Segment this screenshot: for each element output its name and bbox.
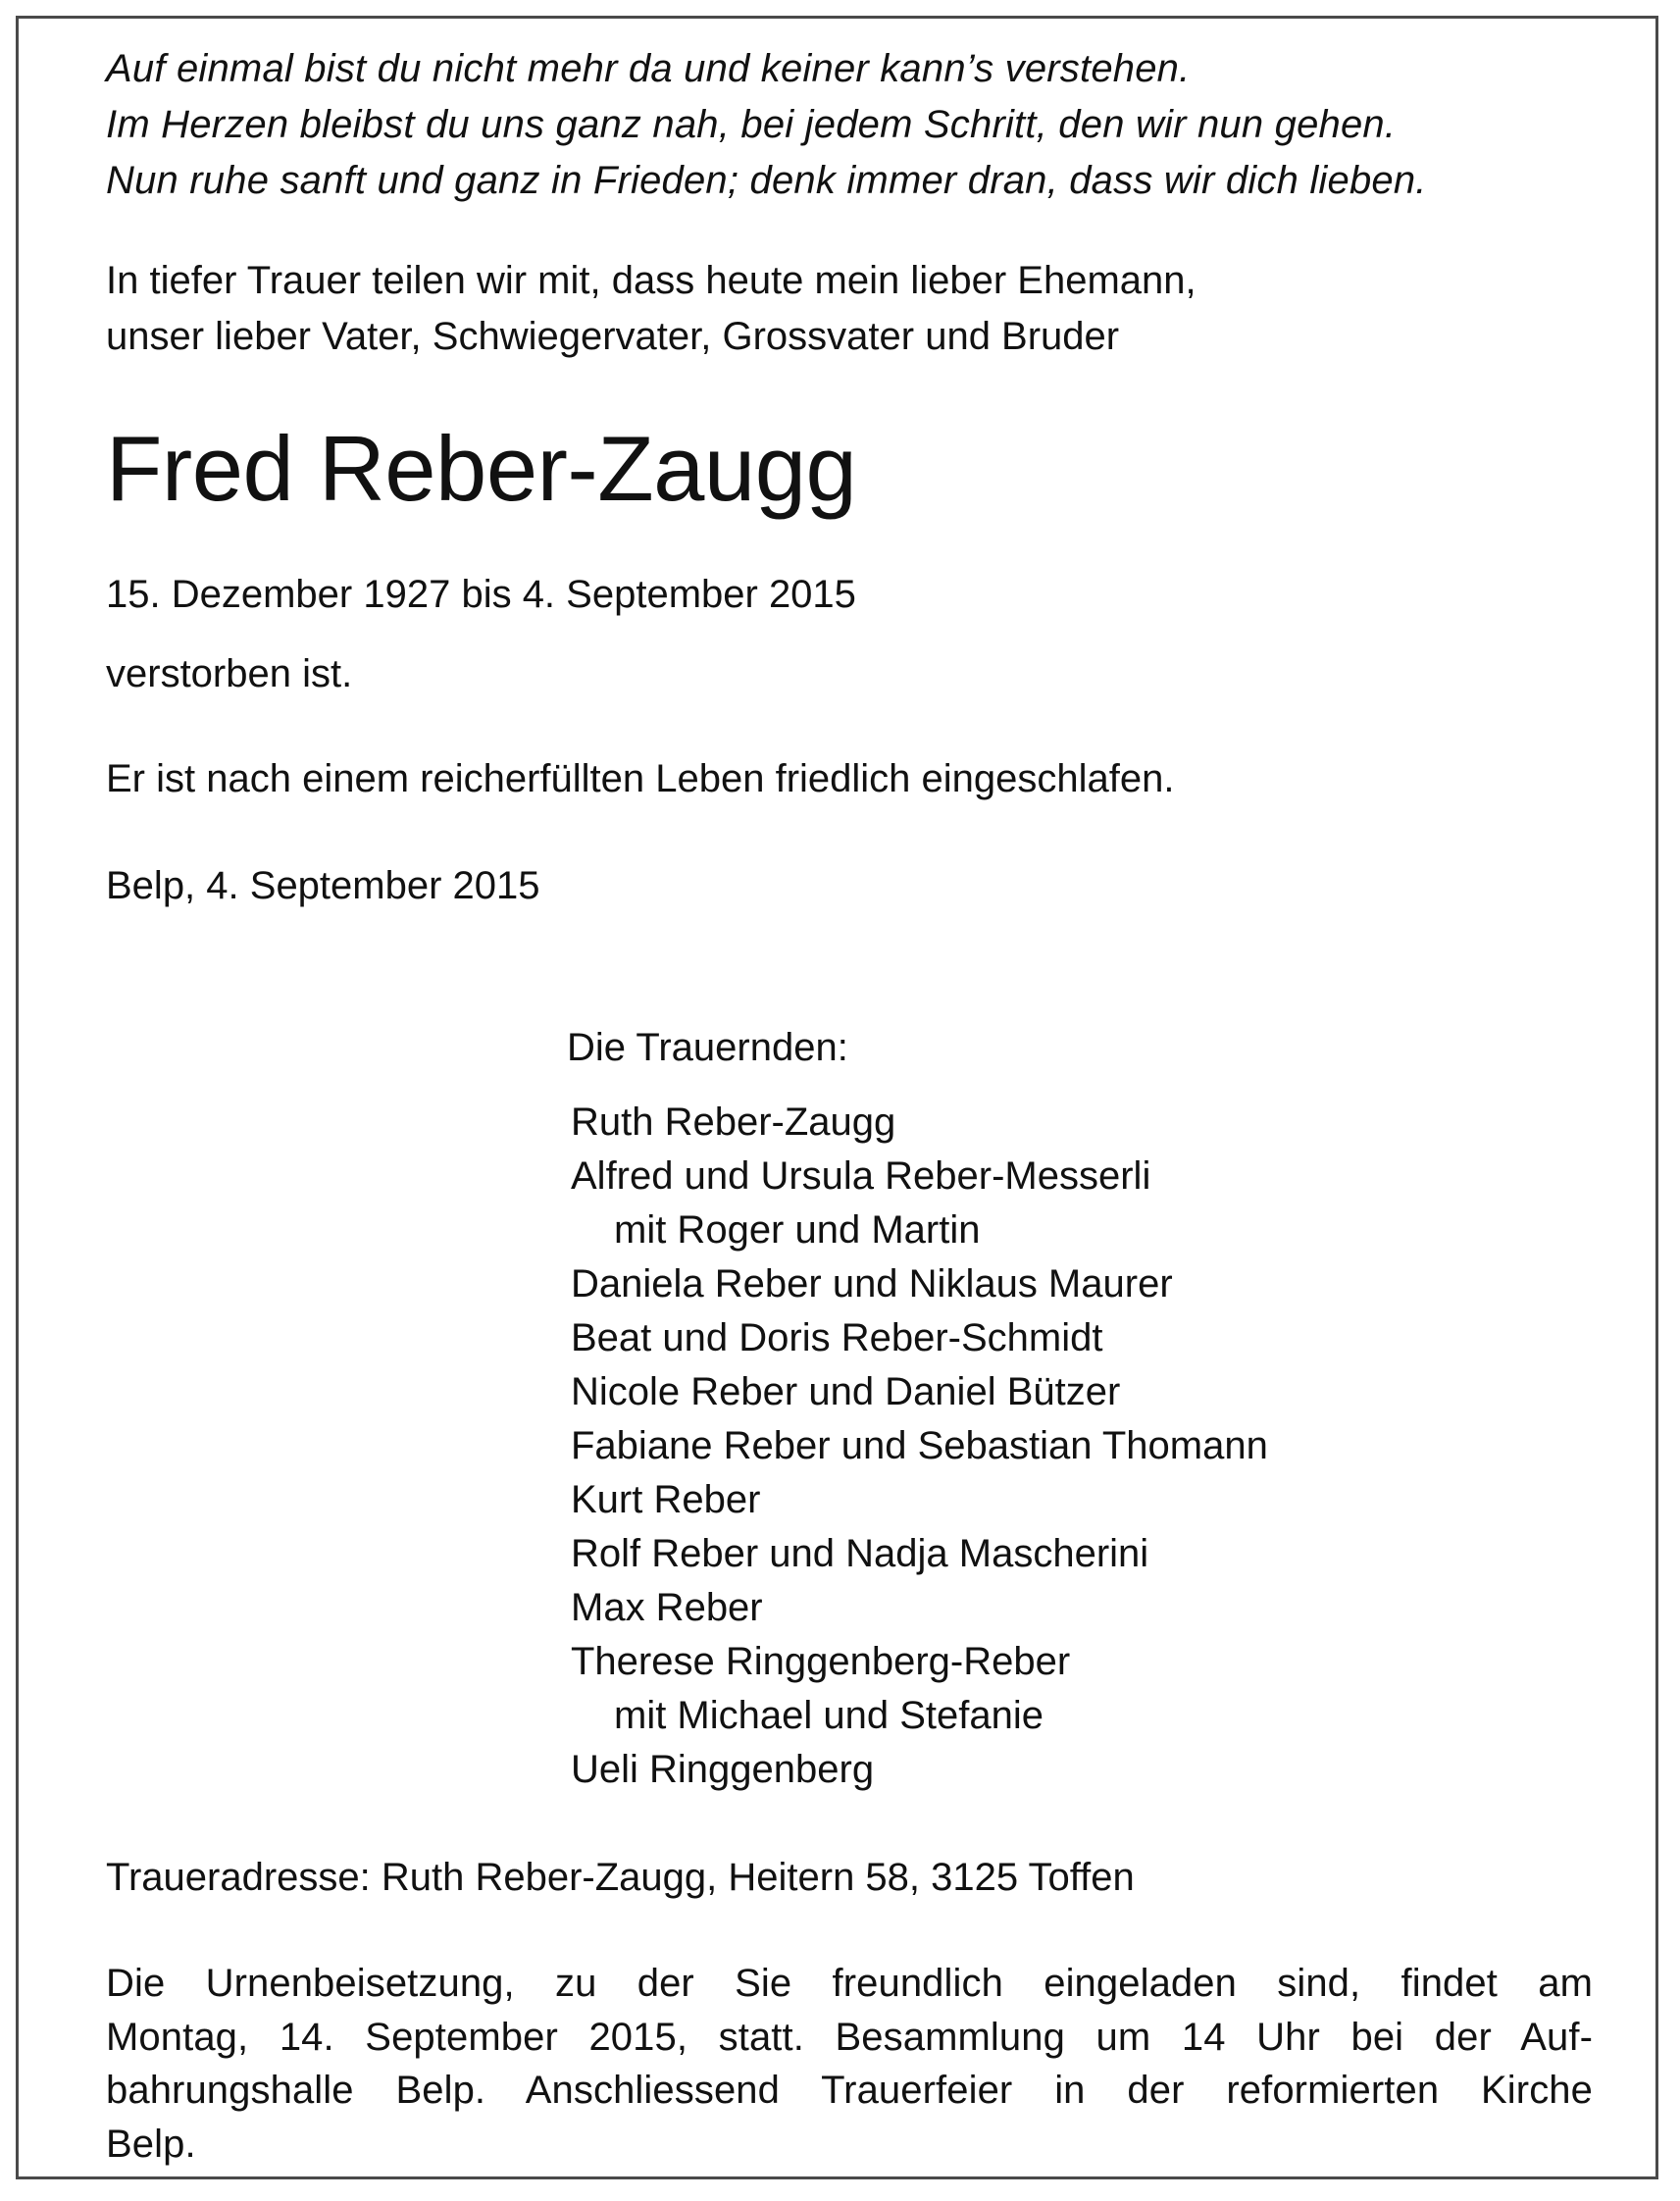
peaceful-statement: Er ist nach einem reicherfüllten Leben friedlich eingeschlafen. (106, 757, 1175, 800)
list-item: mit Michael und Stefanie (614, 1694, 1044, 1737)
list-item: Fabiane Reber und Sebastian Thomann (571, 1424, 1268, 1467)
burial-line: bahrungshalle Belp. Anschliessend Trauerfeier in der reformierten Kirche (106, 2069, 1593, 2112)
burial-line: Belp. (106, 2122, 196, 2166)
list-item: mit Roger und Martin (614, 1208, 981, 1252)
announcement-intro (106, 253, 1196, 365)
list-item: Alfred und Ursula Reber-Messerli (571, 1154, 1151, 1198)
list-item: Kurt Reber (571, 1478, 761, 1521)
poem-line: Im Herzen bleibst du uns ganz nah, bei jedem Schritt, den wir nun gehen. (106, 103, 1397, 146)
deceased-status: verstorben ist. (106, 652, 353, 695)
deceased-name: Fred Reber-Zaugg (106, 417, 857, 520)
mourners-list (571, 1096, 1268, 1797)
list-item: Daniela Reber und Niklaus Maurer (571, 1262, 1173, 1305)
list-item: Max Reber (571, 1586, 763, 1629)
burial-line: Die Urnenbeisetzung, zu der Sie freundlich eingeladen sind, findet am (106, 1962, 1593, 2005)
list-item: Therese Ringgenberg-Reber (571, 1640, 1071, 1683)
list-item: Ueli Ringgenberg (571, 1748, 875, 1791)
poem-verse (106, 41, 1427, 209)
burial-information (106, 1957, 1593, 2171)
place-and-date: Belp, 4. September 2015 (106, 864, 540, 907)
mourners-heading: Die Trauernden: (567, 1026, 848, 1069)
list-item: Ruth Reber-Zaugg (571, 1100, 896, 1144)
intro-line: unser lieber Vater, Schwiegervater, Grossvater und Bruder (106, 315, 1120, 358)
poem-line: Auf einmal bist du nicht mehr da und keiner kann’s verstehen. (106, 47, 1191, 90)
life-dates: 15. Dezember 1927 bis 4. September 2015 (106, 573, 856, 616)
list-item: Beat und Doris Reber-Schmidt (571, 1316, 1103, 1359)
intro-line: In tiefer Trauer teilen wir mit, dass heute mein lieber Ehemann, (106, 259, 1196, 302)
list-item: Nicole Reber und Daniel Bützer (571, 1370, 1121, 1413)
list-item: Rolf Reber und Nadja Mascherini (571, 1532, 1149, 1575)
poem-line: Nun ruhe sanft und ganz in Frieden; denk immer dran, dass wir dich lieben. (106, 159, 1427, 202)
mourning-address: Traueradresse: Ruth Reber-Zaugg, Heitern 58, 3125 Toffen (106, 1856, 1135, 1899)
burial-line: Montag, 14. September 2015, statt. Besammlung um 14 Uhr bei der Auf- (106, 2015, 1593, 2059)
